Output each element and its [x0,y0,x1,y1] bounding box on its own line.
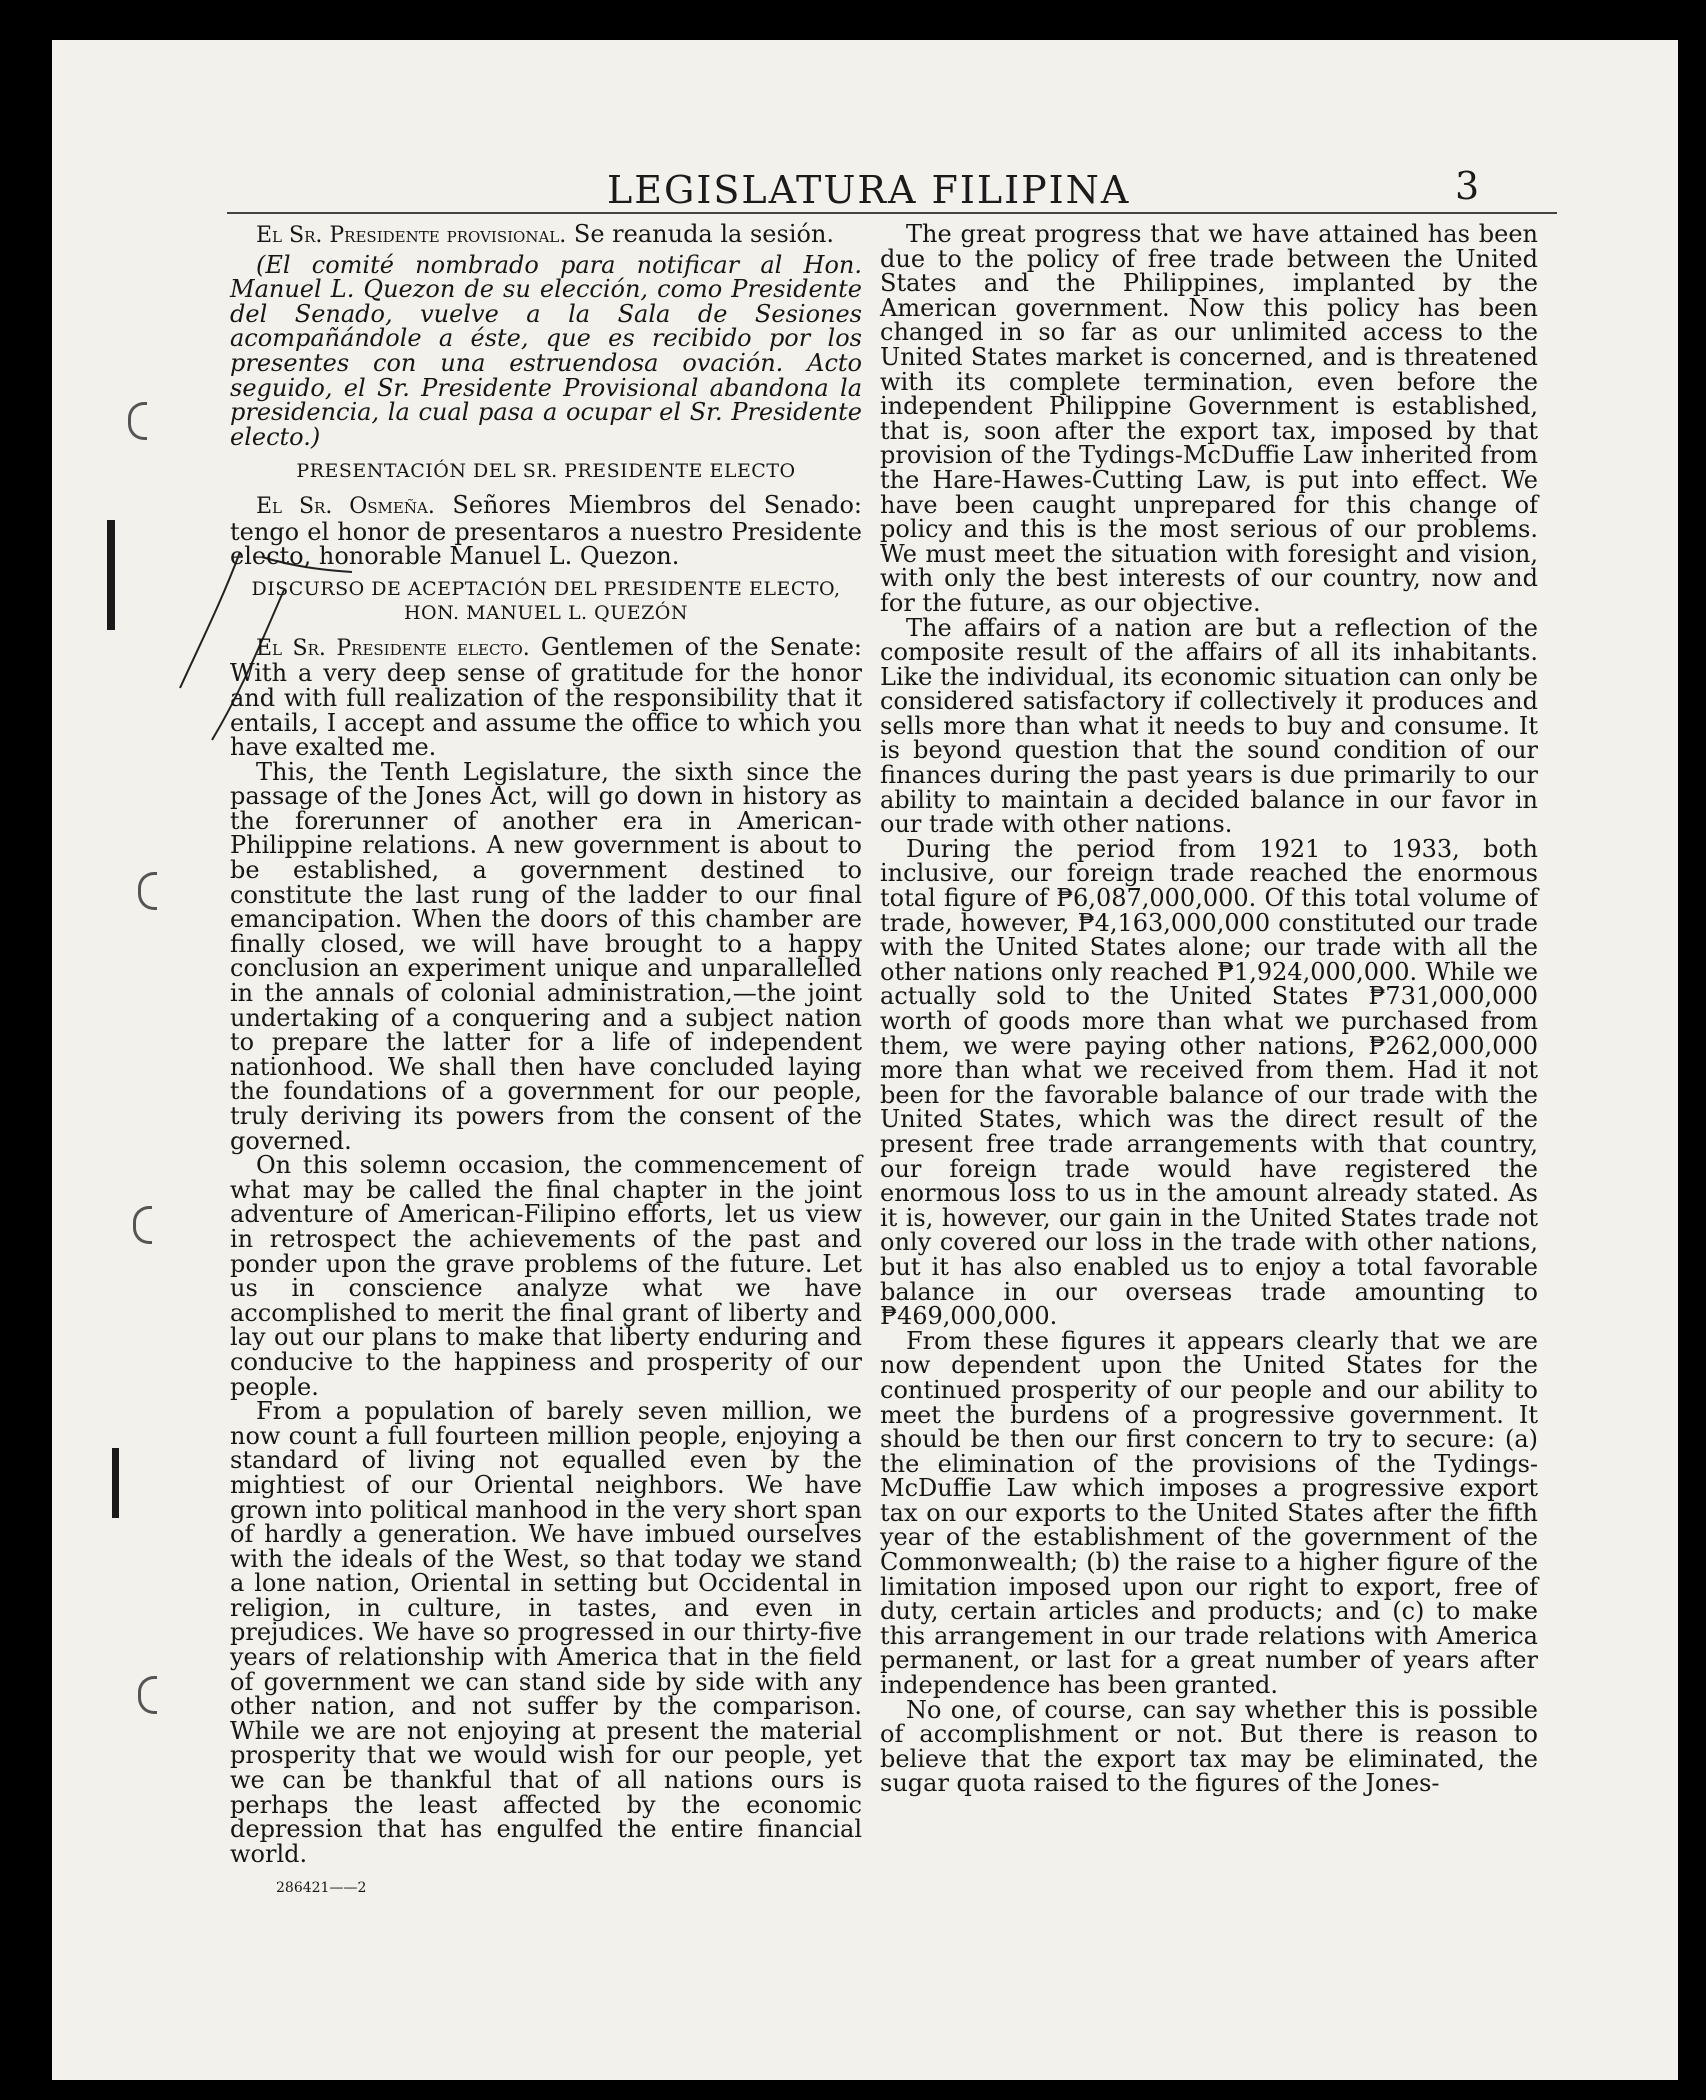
right-column [880,222,1538,1796]
paragraph-text: Señores Miembros del Senado: tengo el honor de presentaros a nuestro Presidente electo, honorable Manuel L. Quezon. [230,490,862,571]
paragraph: On this solemn occasion, the commencement of what may be called the final chapter in the joint adventure of American-Filipino efforts, let us view in retrospect the achievements of the past and ponder upon the grave problems of the future. Let us in conscience analyze what we have accomplished to merit the final grant of liberty and lay out our plans to make that liberty enduring and conducive to the happiness and prosperity of our people. [230,1151,862,1401]
paragraph: From these figures it appears clearly that we are now dependent upon the United States for the continued prosperity of our people and our ability to meet the burdens of a progressive government. It should be then our first concern to try to secure: (a) the elimination of the provisions of the Tydings-McDuffie Law which imposes a progressive export tax on our exports to the United States after the fifth year of the establishment of the government of the Commonwealth; (b) the raise to a higher figure of the limitation imposed upon our right to export, free of duty, certain articles and products; and (c) to make this arrangement in our trade relations with America permanent, or last for a great number of years after independence has been granted. [880,1326,1538,1700]
paragraph [230,222,862,249]
scan-mark [107,520,115,630]
page-number: 3 [1455,164,1480,208]
paragraph: The great progress that we have attained has been due to the policy of free trade between the United States and the Philippines, implanted by the American government. Now this policy has been changed in so far as our unlimited access to the United States market is concerned, and is threatened with its complete termination, even before the independent Philippine Government is established, that is, soon after the export tax, imposed by that provision of the Tydings-McDuffie Law inherited from the Hare-Hawes-Cutting Law, is put into effect. We have been caught unprepared for this change of policy and this is the most serious of our problems. We must meet the situation with foresight and vision, with only the best interests of our country, now and for the future, as our objective. [880,220,1538,617]
paragraph-text: Gentlemen of the Senate: With a very deep sense of gratitude for the honor and with full realization of the responsibility that it entails, I accept and assume the office to which you have exalted me. [230,632,862,762]
paragraph: During the period from 1921 to 1933, both inclusive, our foreign trade reached the enormous total figure of ₱6,087,000,000. Of this total volume of trade, however, ₱4,163,000,000 constituted our trade with the United States alone; our trade with all the other nations only reached ₱1,924,000,000. While we actually sold to the United States ₱731,000,000 worth of goods more than what we purchased from them, we were paying other nations, ₱262,000,000 more than what we received from them. Had it not been for the favorable balance of our trade with the United States, which was the direct result of the present free trade arrangements with that country, our foreign trade would have registered the enormous loss to us in the amount already stated. As it is, however, our gain in the United States trade not only covered our loss in the trade with other nations, but it has also enabled us to enjoy a total favorable balance in our overseas trade amounting to ₱469,000,000. [880,834,1538,1331]
paragraph: From a population of barely seven million, we now count a full fourteen million people, enjoying a standard of living not equalled even by the mightiest of our Oriental neighbors. We have grown into political manhood in the very short span of hardly a generation. We have imbued ourselves with the ideals of the West, so that today we stand a lone nation, Oriental in setting but Occidental in religion, in culture, in tastes, and even in prejudices. We have so progressed in our thirty-five years of relationship with America that in the field of government we can stand side by side with any other nation, and not suffer by the comparison. While we are not enjoying at present the material prosperity that we would wish for our people, yet we can be thankful that of all nations ours is perhaps the least affected by the economic depression that has engulfed the entire financial world. [230,1397,862,1868]
binder-hole [133,1206,152,1244]
paragraph [230,632,862,762]
speaker-name: El Sr. Presidente electo. [256,635,530,661]
binder-hole [138,1676,157,1714]
paragraph [230,490,862,571]
document-page [52,40,1678,2080]
header-rule [227,212,1557,214]
scan-mark [112,1448,119,1518]
print-code: 286421——2 [276,1880,367,1897]
left-column [230,222,862,1901]
page-header-title: LEGISLATURA FILIPINA [607,168,1131,212]
stage-direction: (El comité nombrado para notificar al Hon. Manuel L. Quezon de su elección, como Presidente del Senado, vuelve a la Sala de Sesiones acompañándole a éste, que es recibido por los presentes con una estruendosa ovación. Acto seguido, el Sr. Presidente Provisional abandona la presidencia, la cual pasa a ocupar el Sr. Presidente electo.) [230,250,862,451]
section-heading: PRESENTACIÓN DEL SR. PRESIDENTE ELECTO [296,460,796,483]
speaker-name: El Sr. Presidente provisional. [256,223,567,248]
binder-hole [128,402,147,440]
speaker-name: El Sr. Osmeña. [256,493,435,519]
paragraph-text: Se reanuda la sesión. [573,220,835,248]
paragraph: This, the Tenth Legislature, the sixth since the passage of the Jones Act, will go down in history as the forerunner of another era in American-Philippine relations. A new government is about to be established, a government destined to constitute the last rung of the ladder to our final emancipation. When the doors of this chamber are finally closed, we will have brought to a happy conclusion an experiment unique and unparallelled in the annals of colonial administration,—the joint undertaking of a conquering and a subject nation to prepare the latter for a life of independent nationhood. We shall then have concluded laying the foundations of a government for our people, truly deriving its powers from the consent of the governed. [230,757,862,1155]
paragraph: No one, of course, can say whether this is possible of accomplishment or not. But there is reason to believe that the export tax may be eliminated, the sugar quota raised to the figures of the Jones- [880,1695,1538,1798]
paragraph: The affairs of a nation are but a reflection of the composite result of the affairs of all its inhabitants. Like the individual, its economic situation can only be considered satisfactory if collectively it produces and sells more than what it needs to buy and consume. It is beyond question that the sound condition of our finances during the past years is due primarily to our ability to maintain a decided balance in our favor in our trade with other nations. [880,613,1538,839]
binder-hole [138,872,157,910]
heading-line: HON. MANUEL L. QUEZÓN [403,601,689,624]
heading-line: DISCURSO DE ACEPTACIÓN DEL PRESIDENTE ELECTO, [251,577,841,600]
section-heading [230,577,862,625]
